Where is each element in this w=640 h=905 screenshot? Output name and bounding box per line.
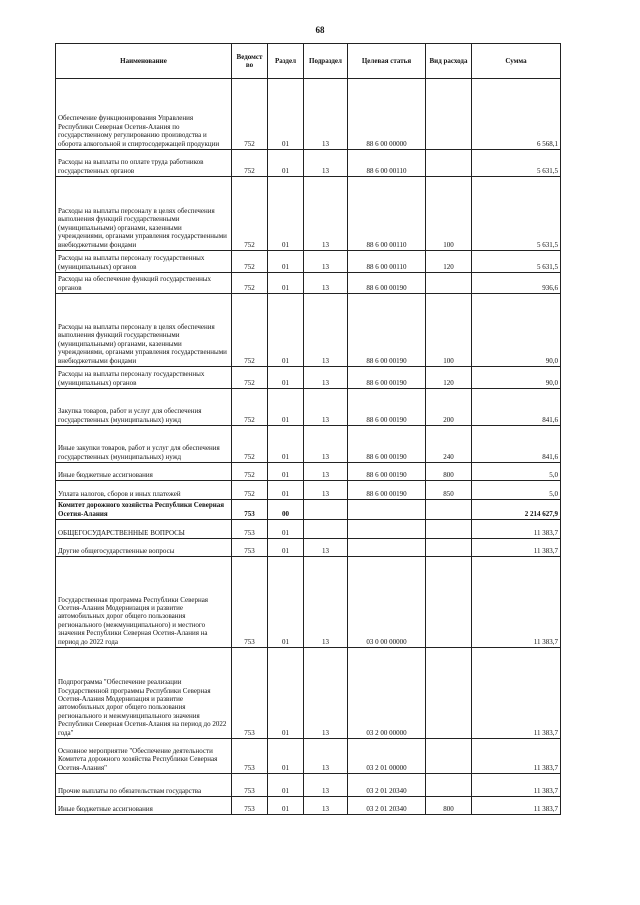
table-row [56,177,561,251]
cell-expense-type: 100 [426,177,472,251]
cell-subsection: 13 [304,367,348,389]
cell-name: Расходы на выплаты по оплате труда работников государственных органов [56,150,232,177]
cell-expense-type: 800 [426,797,472,815]
header-subsection: Подраздел [304,44,348,79]
cell-subsection [304,500,348,520]
cell-section: 01 [268,367,304,389]
header-row [56,44,561,79]
cell-ministry: 752 [232,273,268,294]
cell-name: Расходы на выплаты персоналу государственных (муниципальных) органов [56,367,232,389]
cell-target: 03 0 00 00000 [348,557,426,648]
header-section: Раздел [268,44,304,79]
cell-name: Прочие выплаты по обязательствам государства [56,774,232,797]
cell-expense-type [426,79,472,150]
cell-section: 01 [268,797,304,815]
cell-ministry: 752 [232,177,268,251]
cell-ministry: 753 [232,739,268,774]
cell-ministry: 753 [232,500,268,520]
cell-sum: 5,0 [472,481,561,500]
cell-section: 01 [268,426,304,463]
cell-expense-type [426,500,472,520]
cell-ministry: 752 [232,150,268,177]
cell-subsection: 13 [304,426,348,463]
cell-ministry: 753 [232,557,268,648]
cell-section: 01 [268,557,304,648]
cell-expense-type: 850 [426,481,472,500]
cell-name: Основное мероприятие "Обеспечение деятельности Комитета дорожного хозяйства Республики Северная Осетия-Алания" [56,739,232,774]
cell-expense-type: 100 [426,294,472,367]
cell-target: 88 6 00 00190 [348,481,426,500]
header-ministry: Ведомст во [232,44,268,79]
cell-subsection: 13 [304,648,348,739]
cell-expense-type: 200 [426,389,472,426]
cell-subsection: 13 [304,79,348,150]
cell-ministry: 753 [232,797,268,815]
cell-target: 03 2 01 20340 [348,774,426,797]
cell-sum: 841,6 [472,389,561,426]
cell-sum: 6 568,1 [472,79,561,150]
table-row [56,150,561,177]
table-row [56,79,561,150]
page-number: 68 [315,25,325,35]
cell-sum: 841,6 [472,426,561,463]
cell-expense-type [426,539,472,557]
cell-name: Государственная программа Республики Северная Осетия-Алания Модернизация и развитие автомобильных дорог общего пользования регионального (межмуниципального) и местного значения Республики Северная Осетия-Алания на период до 2022 года [56,557,232,648]
cell-ministry: 752 [232,251,268,273]
cell-name: Уплата налогов, сборов и иных платежей [56,481,232,500]
cell-section: 01 [268,389,304,426]
cell-target: 88 6 00 00190 [348,389,426,426]
cell-expense-type [426,150,472,177]
cell-expense-type [426,273,472,294]
cell-ministry: 752 [232,463,268,481]
cell-subsection: 13 [304,539,348,557]
cell-subsection: 13 [304,739,348,774]
cell-name: Расходы на выплаты персоналу в целях обеспечения выполнения функций государственными (муниципальными) органами, казенными учреждениями, органами управления государственными внебюджетными фондами [56,294,232,367]
cell-name: Закупка товаров, работ и услуг для обеспечения государственных (муниципальных) нужд [56,389,232,426]
table-row [56,273,561,294]
table-row [56,389,561,426]
cell-name: Иные бюджетные ассигнования [56,797,232,815]
cell-sum: 5 631,5 [472,177,561,251]
cell-name: Расходы на обеспечение функций государственных органов [56,273,232,294]
cell-subsection: 13 [304,557,348,648]
table-row [56,739,561,774]
cell-expense-type [426,739,472,774]
table-row [56,367,561,389]
cell-subsection: 13 [304,774,348,797]
header-expense-type: Вид расхода [426,44,472,79]
cell-sum: 11 383,7 [472,648,561,739]
cell-name: ОБЩЕГОСУДАРСТВЕННЫЕ ВОПРОСЫ [56,520,232,539]
table-row [56,520,561,539]
cell-target: 03 2 00 00000 [348,648,426,739]
header-sum: Сумма [472,44,561,79]
cell-target: 88 6 00 00190 [348,426,426,463]
header-target: Целевая статья [348,44,426,79]
cell-expense-type [426,648,472,739]
cell-ministry: 753 [232,648,268,739]
header-name: Наименование [56,44,232,79]
table-row [56,557,561,648]
cell-subsection: 13 [304,177,348,251]
cell-sum: 5 631,5 [472,150,561,177]
cell-section: 01 [268,774,304,797]
cell-section: 01 [268,539,304,557]
cell-target: 03 2 01 00000 [348,739,426,774]
table-row [56,539,561,557]
cell-target: 88 6 00 00190 [348,463,426,481]
cell-name: Расходы на выплаты персоналу в целях обеспечения выполнения функций государственными (муниципальными) органами, казенными учреждениями, органами управления государственными внебюджетными фондами [56,177,232,251]
cell-section: 01 [268,273,304,294]
cell-target [348,500,426,520]
cell-section: 01 [268,481,304,500]
cell-sum: 90,0 [472,294,561,367]
cell-section: 01 [268,150,304,177]
cell-ministry: 752 [232,426,268,463]
cell-expense-type: 240 [426,426,472,463]
cell-target: 88 6 00 00110 [348,251,426,273]
cell-ministry: 752 [232,79,268,150]
cell-sum: 11 383,7 [472,557,561,648]
budget-table [55,43,561,815]
cell-ministry: 752 [232,389,268,426]
table-row [56,426,561,463]
cell-name: Обеспечение функционирования Управления Республики Северная Осетия-Алания по государственному регулированию производства и оборота алкогольной и спиртосодержащей продукции [56,79,232,150]
cell-sum: 5,0 [472,463,561,481]
cell-sum: 2 214 627,9 [472,500,561,520]
cell-sum: 11 383,7 [472,539,561,557]
cell-name: Иные закупки товаров, работ и услуг для обеспечения государственных (муниципальных) нужд [56,426,232,463]
cell-target [348,520,426,539]
cell-name: Подпрограмма "Обеспечение реализации Государственной программы Республики Северная Осетия-Алания Модернизация и развитие автомобильных дорог общего пользования регионального и межмуниципального значения Республики Северная Осетия-Алания на период до 2022 года" [56,648,232,739]
cell-subsection: 13 [304,463,348,481]
cell-name: Другие общегосударственные вопросы [56,539,232,557]
cell-sum: 11 383,7 [472,520,561,539]
table-row [56,463,561,481]
cell-expense-type [426,520,472,539]
cell-name: Иные бюджетные ассигнования [56,463,232,481]
cell-subsection [304,520,348,539]
cell-target: 88 6 00 00190 [348,273,426,294]
cell-sum: 11 383,7 [472,774,561,797]
table-row [56,251,561,273]
cell-ministry: 752 [232,367,268,389]
cell-target: 03 2 01 20340 [348,797,426,815]
table-row [56,797,561,815]
cell-expense-type [426,557,472,648]
cell-ministry: 752 [232,481,268,500]
cell-expense-type: 120 [426,251,472,273]
cell-section: 01 [268,739,304,774]
cell-sum: 936,6 [472,273,561,294]
cell-subsection: 13 [304,797,348,815]
cell-ministry: 752 [232,294,268,367]
table-row [56,481,561,500]
cell-sum: 11 383,7 [472,797,561,815]
cell-subsection: 13 [304,150,348,177]
cell-subsection: 13 [304,251,348,273]
cell-section: 01 [268,177,304,251]
cell-section: 00 [268,500,304,520]
cell-target [348,539,426,557]
cell-section: 01 [268,294,304,367]
cell-target: 88 6 00 00190 [348,294,426,367]
cell-section: 01 [268,520,304,539]
cell-sum: 5 631,5 [472,251,561,273]
cell-name: Расходы на выплаты персоналу государственных (муниципальных) органов [56,251,232,273]
table-row [56,500,561,520]
cell-target: 88 6 00 00110 [348,177,426,251]
table-row [56,648,561,739]
cell-sum: 11 383,7 [472,739,561,774]
cell-expense-type: 800 [426,463,472,481]
cell-expense-type [426,774,472,797]
cell-subsection: 13 [304,481,348,500]
cell-subsection: 13 [304,389,348,426]
cell-target: 88 6 00 00000 [348,79,426,150]
table-row [56,294,561,367]
cell-target: 88 6 00 00110 [348,150,426,177]
cell-subsection: 13 [304,273,348,294]
cell-section: 01 [268,463,304,481]
cell-ministry: 753 [232,520,268,539]
cell-target: 88 6 00 00190 [348,367,426,389]
cell-section: 01 [268,648,304,739]
cell-section: 01 [268,79,304,150]
cell-section: 01 [268,251,304,273]
cell-ministry: 753 [232,539,268,557]
cell-sum: 90,0 [472,367,561,389]
cell-expense-type: 120 [426,367,472,389]
cell-name: Комитет дорожного хозяйства Республики Северная Осетия-Алания [56,500,232,520]
table-row [56,774,561,797]
cell-ministry: 753 [232,774,268,797]
cell-subsection: 13 [304,294,348,367]
